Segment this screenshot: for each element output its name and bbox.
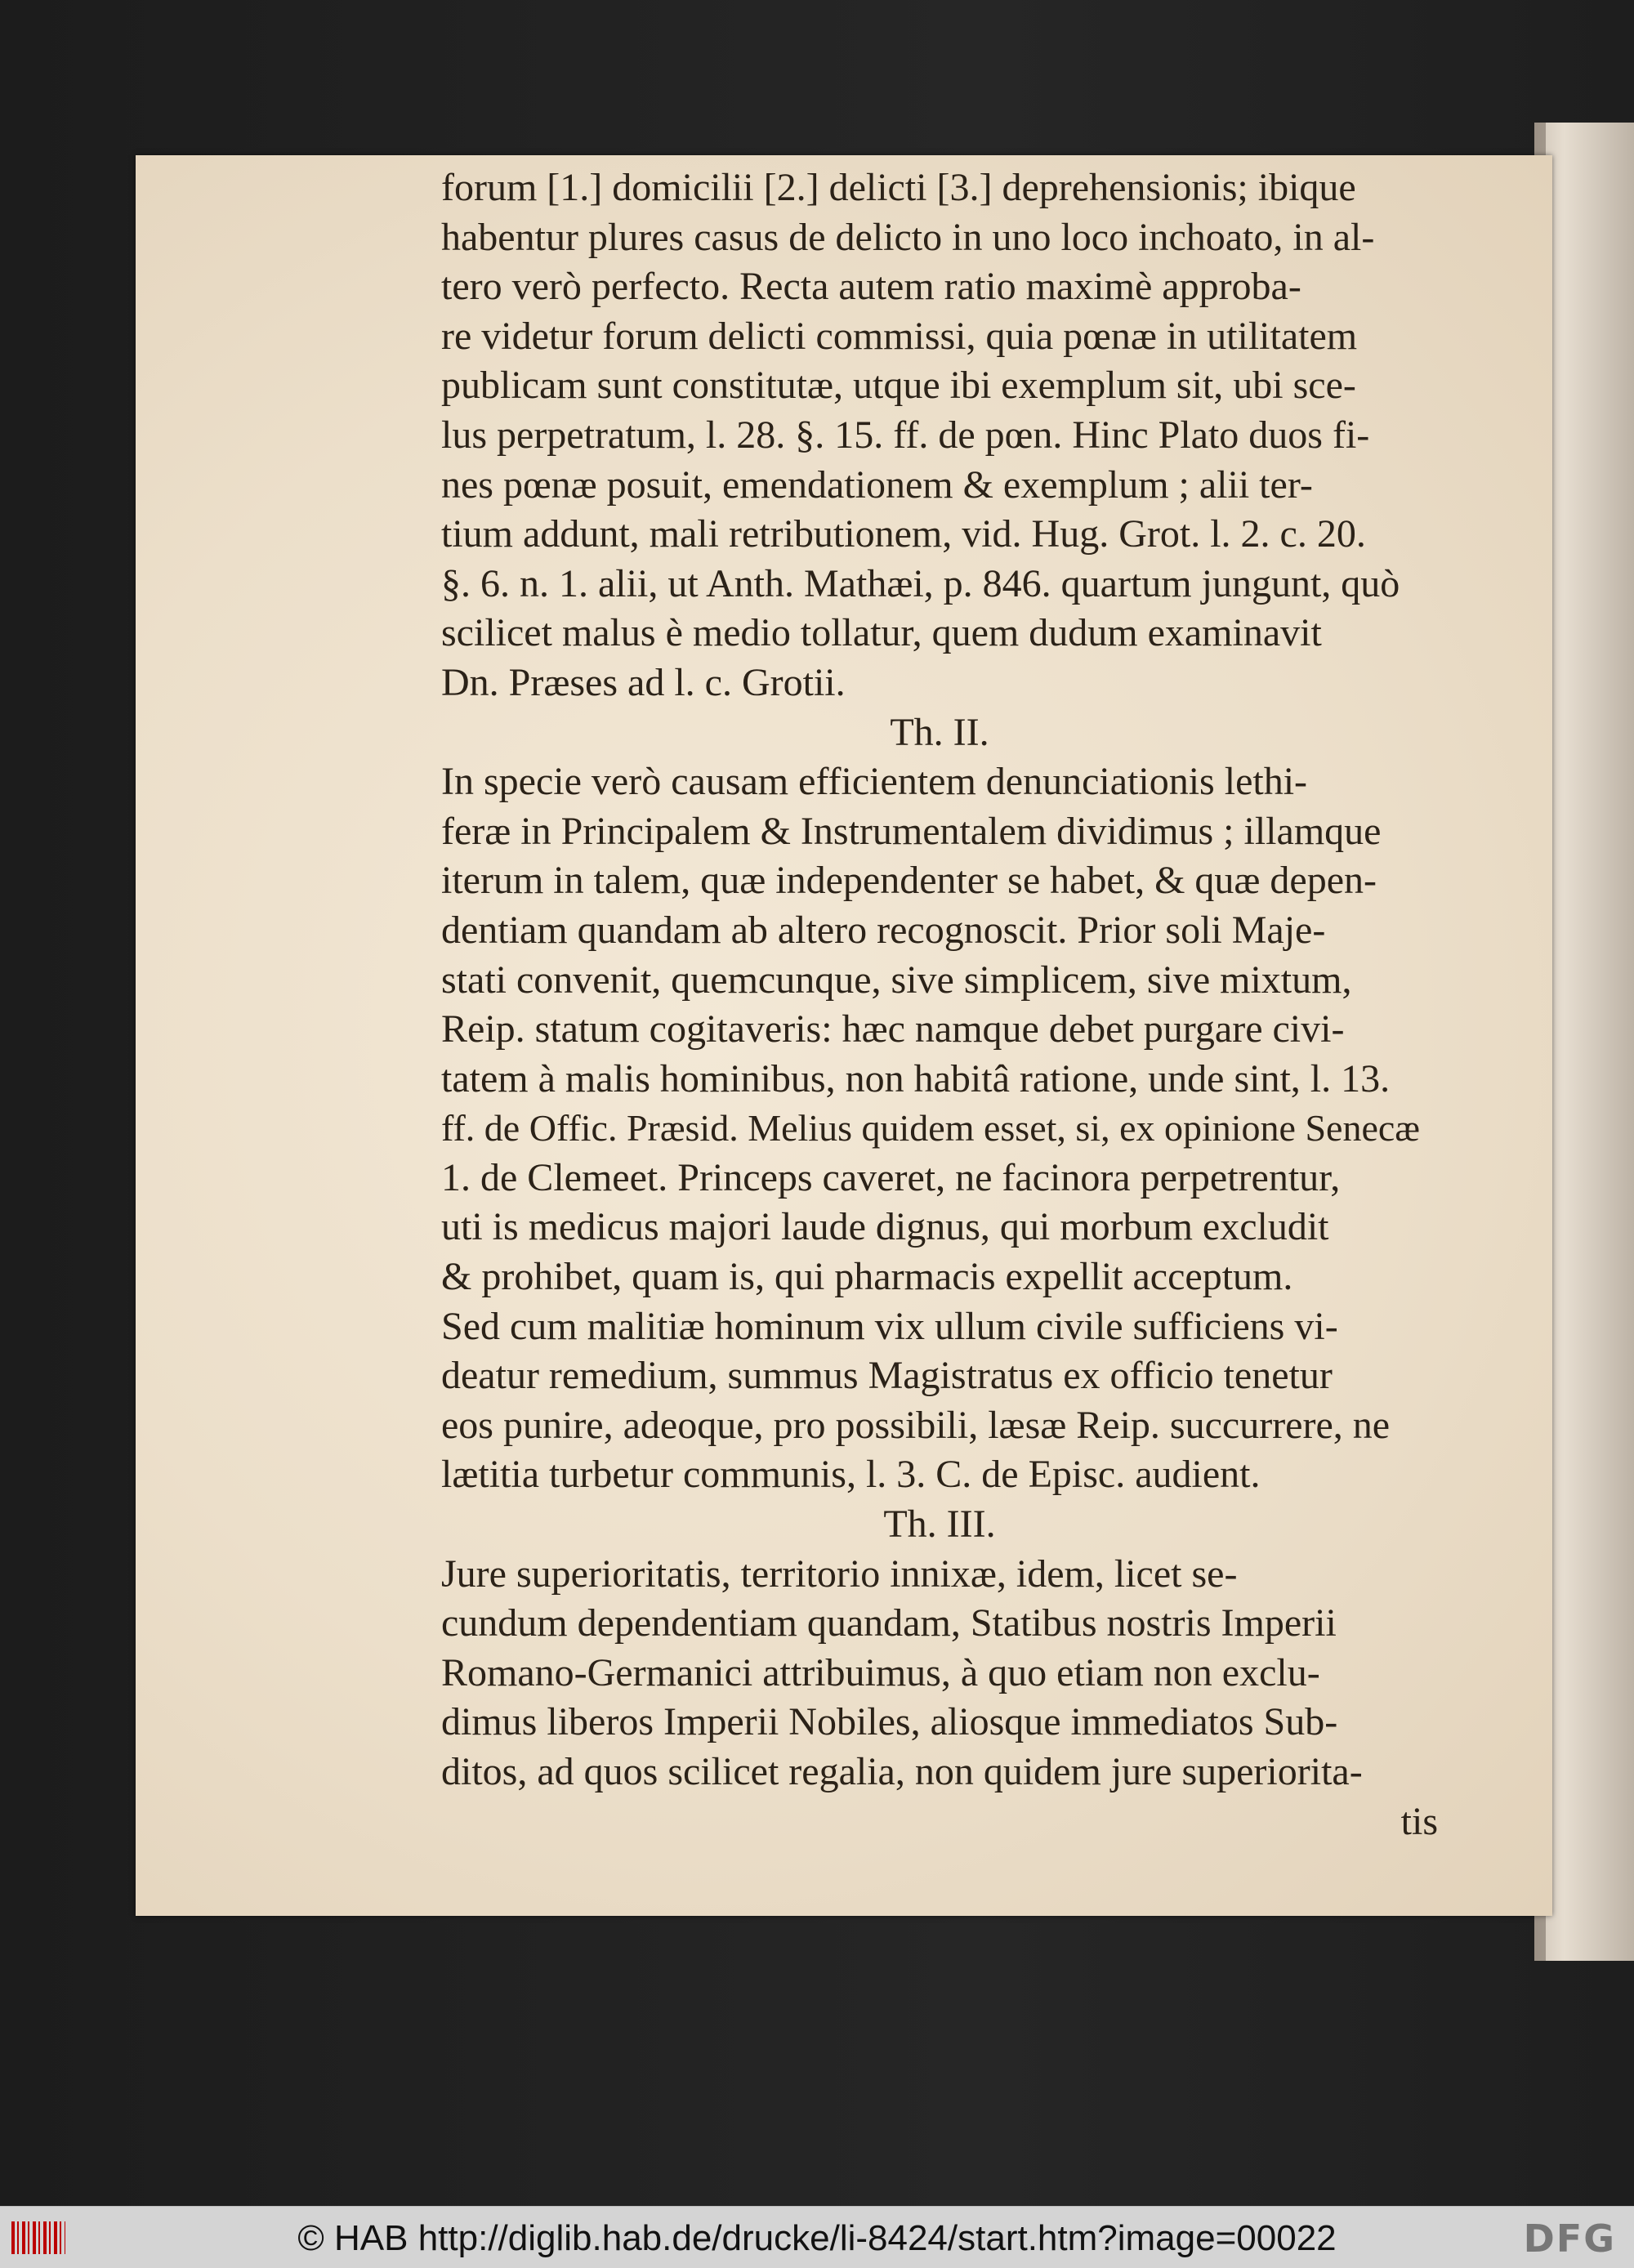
text-line: tium addunt, mali retributionem, vid. Hug. Grot. l. 2. c. 20.	[441, 512, 1366, 556]
text-line: uti is medicus majori laude dignus, qui morbum excludit	[441, 1205, 1329, 1249]
text-line: stati convenit, quemcunque, sive simplicem, sive mixtum,	[441, 958, 1352, 1002]
text-line: ff. de Offic. Præsid. Melius quidem esset, si, ex opinione Senecæ	[441, 1107, 1420, 1150]
text-line: cundum dependentiam quandam, Statibus nostris Imperii	[441, 1601, 1337, 1645]
section-heading: Th. III.	[883, 1502, 996, 1547]
text-line: dentiam quandam ab altero recognoscit. Prior soli Maje-	[441, 908, 1326, 952]
text-line: Dn. Præses ad l. c. Grotii.	[441, 660, 846, 704]
text-line: re videtur forum delicti commissi, quia pœnæ in utilitatem	[441, 314, 1358, 358]
text-line: forum [1.] domicilii [2.] delicti [3.] deprehensionis; ibique	[441, 166, 1356, 209]
text-line: scilicet malus è medio tollatur, quem dudum examinavit	[441, 611, 1322, 655]
text-line: tero verò perfecto. Recta autem ratio maximè approba-	[441, 265, 1301, 309]
text-line: ditos, ad quos scilicet regalia, non quidem jure superiorita-	[441, 1750, 1363, 1793]
copyright-link[interactable]: © HAB http://diglib.hab.de/drucke/li-8424/start.htm?image=00022	[297, 2218, 1337, 2258]
text-line: 1. de Clemeet. Princeps caveret, ne facinora perpetrentur,	[441, 1155, 1341, 1199]
text-line: iterum in talem, quæ independenter se habet, & quæ depen-	[441, 859, 1377, 903]
text-line: deatur remedium, summus Magistratus ex officio tenetur	[441, 1354, 1333, 1398]
page-text	[441, 163, 1438, 1846]
text-line: §. 6. n. 1. alii, ut Anth. Mathæi, p. 846. quartum jungunt, quò	[441, 561, 1400, 605]
text-line: In specie verò causam efficientem denunciationis lethi-	[441, 760, 1308, 804]
text-line: publicam sunt constitutæ, utque ibi exemplum sit, ubi sce-	[441, 364, 1356, 408]
text-line: & prohibet, quam is, qui pharmacis expellit acceptum.	[441, 1255, 1293, 1299]
section-heading: Th. II.	[890, 710, 989, 754]
text-line: Reip. statum cogitaveris: hæc namque debet purgare civi-	[441, 1007, 1345, 1051]
text-line: eos punire, adeoque, pro possibili, læsæ Reip. succurrere, ne	[441, 1403, 1391, 1447]
text-line: habentur plures casus de delicto in uno loco inchoato, in al-	[441, 215, 1375, 259]
text-line: dimus liberos Imperii Nobiles, aliosque immediatos Sub-	[441, 1700, 1338, 1744]
text-line: Jure superioritatis, territorio innixæ, idem, licet se-	[441, 1551, 1238, 1596]
catchword: tis	[1400, 1799, 1438, 1843]
text-line: feræ in Principalem & Instrumentalem dividimus ; illamque	[441, 809, 1382, 853]
viewer-footer-bar	[0, 2206, 1634, 2268]
text-line: Sed cum malitiæ hominum vix ullum civile sufficiens vi-	[441, 1304, 1338, 1348]
text-line: lus perpetratum, l. 28. §. 15. ff. de pœn. Hinc Plato duos fi-	[441, 413, 1370, 457]
dfg-logo: DFG	[1523, 2217, 1616, 2261]
text-line: nes pœnæ posuit, emendationem & exemplum ; alii ter-	[441, 462, 1313, 507]
text-line: tatem à malis hominibus, non habitâ ratione, unde sint, l. 13.	[441, 1056, 1391, 1101]
text-line: lætitia turbetur communis, l. 3. C. de Episc. audient.	[441, 1453, 1261, 1497]
text-line: Romano-Germanici attribuimus, à quo etiam non exclu-	[441, 1650, 1320, 1694]
